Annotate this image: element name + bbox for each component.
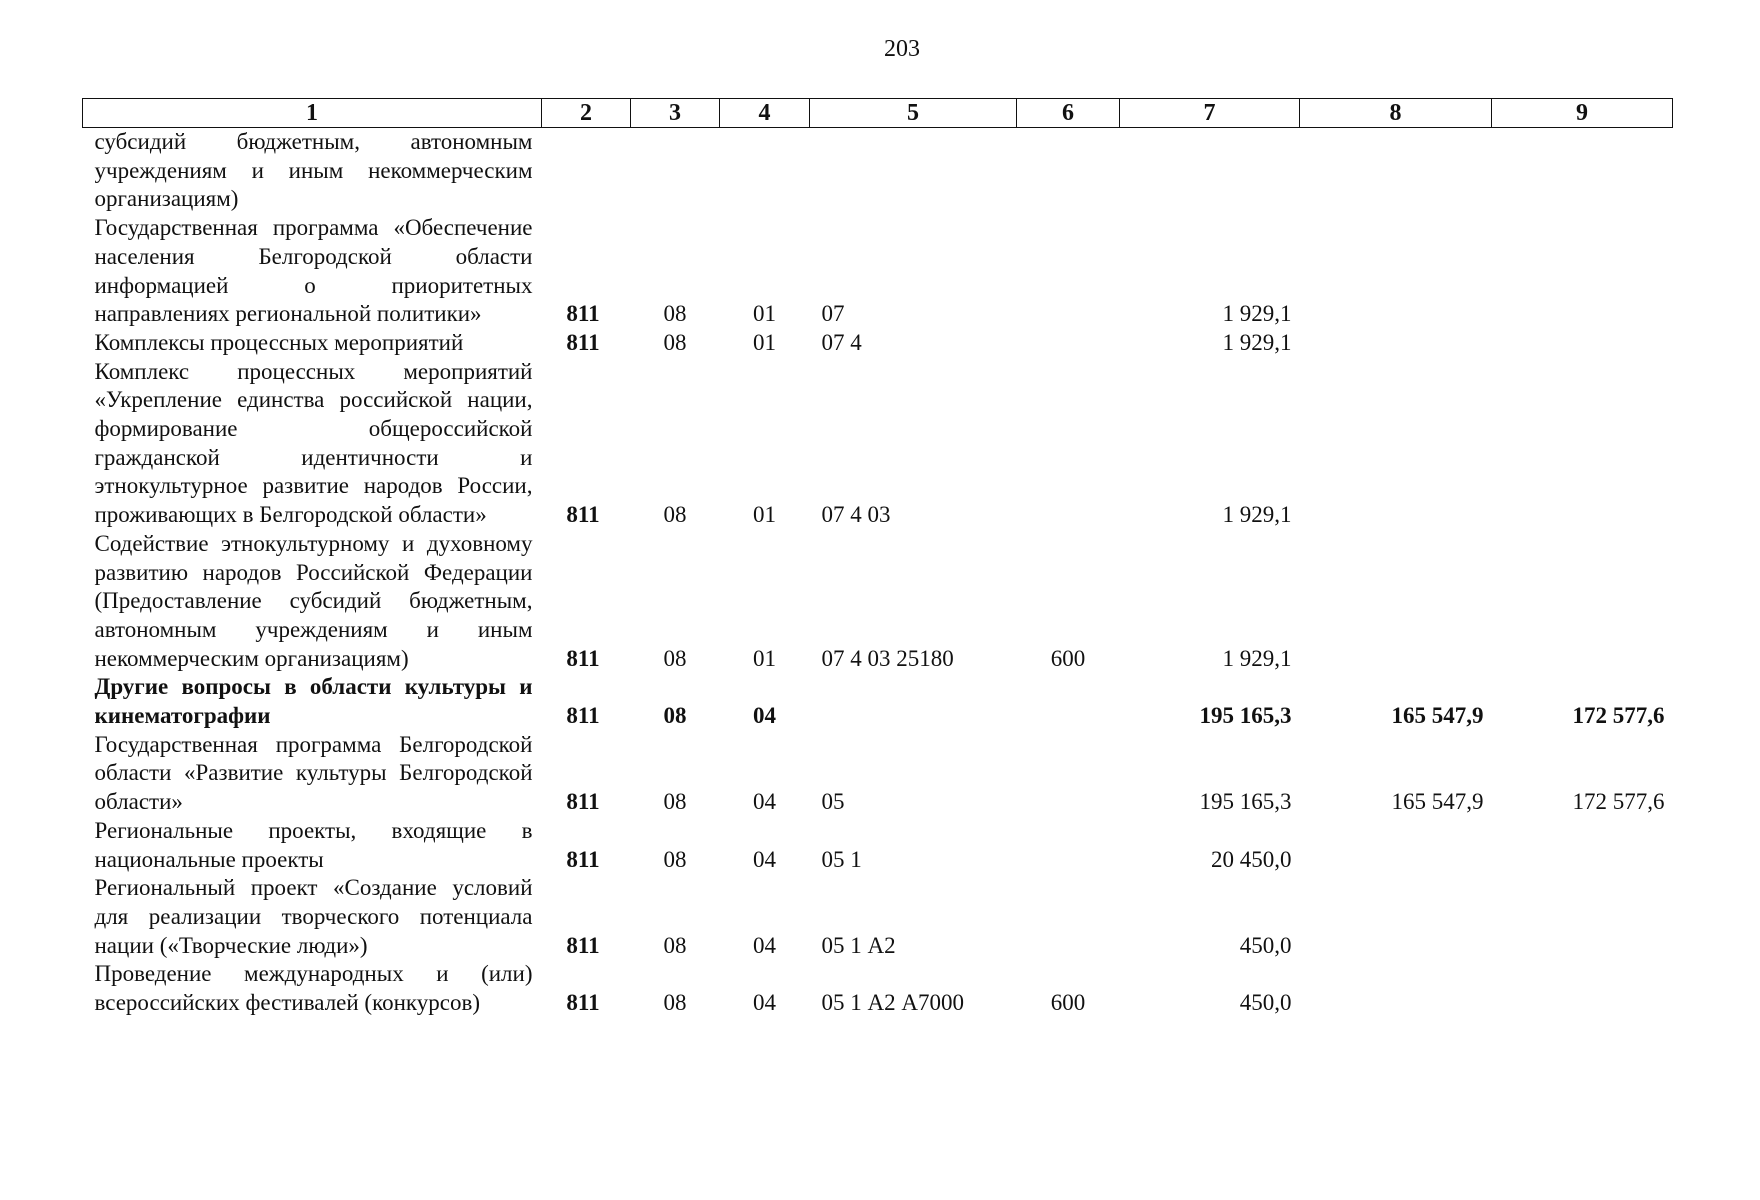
cell-target-article: 05 1 bbox=[821, 846, 862, 872]
col-header-1: 1 bbox=[83, 99, 542, 128]
cell-subsection: 01 bbox=[753, 645, 776, 671]
col-header-7: 7 bbox=[1120, 99, 1300, 128]
cell-expense-type: 600 bbox=[1050, 645, 1086, 671]
cell-amount-year-2 bbox=[1300, 329, 1492, 358]
table-row bbox=[83, 530, 1673, 674]
cell-ministry-code: 811 bbox=[566, 703, 600, 729]
row-name: Региональные проекты, входящие в национальные проекты bbox=[94, 817, 533, 872]
cell-subsection: 04 bbox=[753, 932, 776, 958]
table-row bbox=[83, 329, 1673, 358]
col-header-8: 8 bbox=[1300, 99, 1492, 128]
row-name: Другие вопросы в области культуры и кинематографии bbox=[94, 674, 533, 729]
cell-amount-year-2: 165 547,9 bbox=[1391, 789, 1484, 815]
cell-target-article: 07 bbox=[821, 301, 845, 327]
cell-ministry-code: 811 bbox=[566, 932, 600, 958]
cell-ministry-code: 811 bbox=[566, 502, 600, 528]
cell-amount-year-2 bbox=[1300, 960, 1492, 1017]
page-number: 203 bbox=[884, 36, 920, 62]
cell-section: 08 bbox=[663, 703, 687, 729]
cell-amount-year-1: 1 929,1 bbox=[1222, 329, 1292, 355]
cell-subsection: 01 bbox=[753, 301, 776, 327]
cell-amount-year-1 bbox=[1120, 128, 1300, 215]
row-name: Региональный проект «Создание условий для реализации творческого потенциала нации («Творческие люди») bbox=[94, 875, 533, 958]
cell-amount-year-2 bbox=[1300, 874, 1492, 960]
cell-amount-year-1: 20 450,0 bbox=[1211, 846, 1292, 872]
cell-expense-type bbox=[1017, 358, 1120, 530]
cell-amount-year-1: 450,0 bbox=[1239, 932, 1292, 958]
table-body bbox=[83, 128, 1673, 1018]
cell-subsection: 04 bbox=[753, 990, 776, 1016]
col-header-4: 4 bbox=[720, 99, 810, 128]
cell-target-article: 07 4 03 25180 bbox=[821, 645, 954, 671]
cell-ministry-code: 811 bbox=[566, 789, 600, 815]
col-header-5: 5 bbox=[810, 99, 1017, 128]
cell-expense-type bbox=[1017, 214, 1120, 329]
cell-target-article bbox=[810, 128, 1017, 215]
cell-subsection: 01 bbox=[753, 502, 776, 528]
cell-section: 08 bbox=[663, 846, 687, 872]
table-row bbox=[83, 673, 1673, 730]
col-header-9: 9 bbox=[1492, 99, 1673, 128]
budget-table bbox=[82, 98, 1673, 1018]
cell-section bbox=[631, 128, 720, 215]
cell-ministry-code bbox=[542, 128, 631, 215]
row-name: Комплексы процессных мероприятий bbox=[94, 329, 464, 355]
cell-amount-year-3: 172 577,6 bbox=[1572, 789, 1665, 815]
cell-subsection: 04 bbox=[753, 789, 776, 815]
table-row bbox=[83, 960, 1673, 1017]
table-row bbox=[83, 128, 1673, 215]
cell-ministry-code: 811 bbox=[566, 301, 600, 327]
cell-target-article bbox=[810, 673, 1017, 730]
cell-amount-year-3 bbox=[1492, 358, 1673, 530]
cell-subsection bbox=[720, 128, 810, 215]
row-name: Государственная программа Белгородской области «Развитие культуры Белгородской области» bbox=[94, 731, 533, 815]
cell-amount-year-2: 165 547,9 bbox=[1391, 703, 1484, 729]
cell-expense-type bbox=[1017, 817, 1120, 874]
cell-amount-year-1: 1 929,1 bbox=[1222, 301, 1292, 327]
table-row bbox=[83, 731, 1673, 817]
cell-amount-year-2 bbox=[1300, 128, 1492, 215]
cell-section: 08 bbox=[663, 990, 687, 1016]
table-row bbox=[83, 817, 1673, 874]
cell-amount-year-3 bbox=[1492, 329, 1673, 358]
cell-amount-year-1: 450,0 bbox=[1239, 990, 1292, 1016]
row-name: Проведение международных и (или) всероссийских фестивалей (конкурсов) bbox=[94, 961, 533, 1016]
cell-expense-type bbox=[1017, 874, 1120, 960]
cell-amount-year-1: 195 165,3 bbox=[1199, 789, 1292, 815]
cell-amount-year-3 bbox=[1492, 214, 1673, 329]
cell-ministry-code: 811 bbox=[566, 990, 600, 1016]
cell-target-article: 05 1 А2 bbox=[821, 932, 896, 958]
cell-amount-year-1: 195 165,3 bbox=[1199, 703, 1292, 729]
cell-expense-type bbox=[1017, 673, 1120, 730]
cell-target-article: 07 4 bbox=[821, 329, 862, 355]
cell-expense-type bbox=[1017, 128, 1120, 215]
cell-amount-year-3 bbox=[1492, 128, 1673, 215]
cell-subsection: 04 bbox=[753, 703, 776, 729]
cell-ministry-code: 811 bbox=[566, 645, 600, 671]
cell-target-article: 07 4 03 bbox=[821, 502, 891, 528]
row-name: Комплекс процессных мероприятий «Укрепление единства российской нации, формирование общероссийской гражданской идентичности и этнокультурное развитие народов России, проживающих в Белгородской области» bbox=[94, 358, 533, 528]
cell-section: 08 bbox=[663, 645, 687, 671]
cell-amount-year-2 bbox=[1300, 214, 1492, 329]
cell-expense-type bbox=[1017, 731, 1120, 817]
col-header-6: 6 bbox=[1017, 99, 1120, 128]
cell-section: 08 bbox=[663, 502, 687, 528]
column-number-header bbox=[83, 99, 1673, 128]
cell-section: 08 bbox=[663, 301, 687, 327]
cell-ministry-code: 811 bbox=[566, 329, 600, 355]
cell-expense-type: 600 bbox=[1050, 990, 1086, 1016]
cell-amount-year-2 bbox=[1300, 358, 1492, 530]
cell-amount-year-3: 172 577,6 bbox=[1572, 703, 1665, 729]
cell-amount-year-1: 1 929,1 bbox=[1222, 645, 1292, 671]
cell-amount-year-3 bbox=[1492, 817, 1673, 874]
cell-section: 08 bbox=[663, 932, 687, 958]
cell-amount-year-2 bbox=[1300, 817, 1492, 874]
cell-amount-year-1: 1 929,1 bbox=[1222, 502, 1292, 528]
cell-target-article: 05 bbox=[821, 789, 845, 815]
cell-expense-type bbox=[1017, 329, 1120, 358]
table-row bbox=[83, 358, 1673, 530]
cell-subsection: 04 bbox=[753, 846, 776, 872]
cell-target-article: 05 1 А2 А7000 bbox=[821, 990, 964, 1016]
cell-subsection: 01 bbox=[753, 329, 776, 355]
row-name: Содействие этнокультурному и духовному развитию народов Российской Федерации (Предоставление субсидий бюджетным, автономным учреждениям и иным некоммерческим организациям) bbox=[94, 530, 533, 671]
table-row bbox=[83, 874, 1673, 960]
cell-section: 08 bbox=[663, 789, 687, 815]
cell-amount-year-2 bbox=[1300, 530, 1492, 674]
table-row bbox=[83, 214, 1673, 329]
cell-amount-year-3 bbox=[1492, 874, 1673, 960]
row-name: Государственная программа «Обеспечение населения Белгородской области информацией о приоритетных направлениях региональной политики» bbox=[94, 215, 533, 327]
col-header-2: 2 bbox=[542, 99, 631, 128]
row-name: субсидий бюджетным, автономным учреждениям и иным некоммерческим организациям) bbox=[94, 129, 533, 212]
cell-ministry-code: 811 bbox=[566, 846, 600, 872]
cell-amount-year-3 bbox=[1492, 530, 1673, 674]
cell-section: 08 bbox=[663, 329, 687, 355]
cell-amount-year-3 bbox=[1492, 960, 1673, 1017]
col-header-3: 3 bbox=[631, 99, 720, 128]
